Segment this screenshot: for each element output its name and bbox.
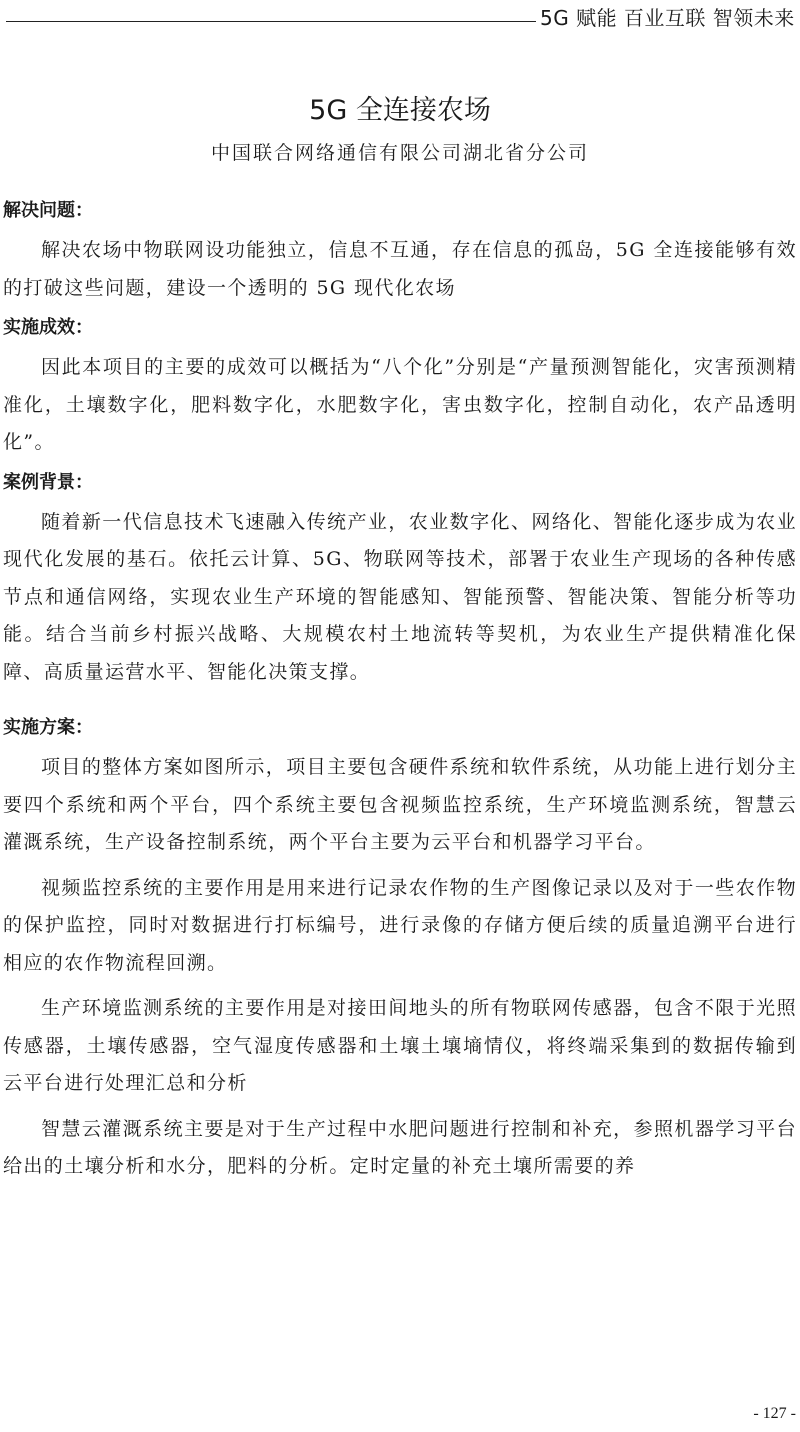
section-results [3, 307, 797, 462]
section-problem [3, 190, 797, 307]
page-number: - 127 - [753, 1405, 796, 1422]
paragraph: 随着新一代信息技术飞速融入传统产业，农业数字化、网络化、智能化逐步成为农业现代化发展的基石。依托云计算、5G、物联网等技术，部署于农业生产现场的各种传感节点和通信网络，实现农业生产环境的智能感知、智能预警、智能决策、智能分析等功能。结合当前乡村振兴战略、大规模农村土地流转等契机，为农业生产提供精准化保障、高质量运营水平、智能化决策支撑。 [3, 510, 797, 683]
section-plan [3, 707, 797, 1186]
paragraph: 生产环境监测系统的主要作用是对接田间地头的所有物联网传感器，包含不限于光照传感器，土壤传感器，空气湿度传感器和土壤土壤墒情仪，将终端采集到的数据传输到云平台进行处理汇总和分析 [3, 997, 797, 1094]
paragraph: 视频监控系统的主要作用是用来进行记录农作物的生产图像记录以及对于一些农作物的保护监控，同时对数据进行打标编号，进行录像的存储方便后续的质量追溯平台进行相应的农作物流程回溯。 [3, 876, 797, 974]
paragraph: 因此本项目的主要的成效可以概括为“八个化”分别是“产量预测智能化，灾害预测精准化，土壤数字化，肥料数字化，水肥数字化，害虫数字化，控制自动化，农产品透明化”。 [3, 356, 797, 453]
paragraph: 项目的整体方案如图所示，项目主要包含硬件系统和软件系统，从功能上进行划分主要四个系统和两个平台，四个系统主要包含视频监控系统，生产环境监测系统，智慧云灌溉系统，生产设备控制系统，两个平台主要为云平台和机器学习平台。 [3, 756, 797, 853]
section-heading: 解决问题： [3, 200, 93, 221]
paragraph: 解决农场中物联网设功能独立，信息不互通，存在信息的孤岛，5G 全连接能够有效的打破这些问题，建设一个透明的 5G 现代化农场 [3, 239, 797, 299]
section-heading: 实施成效： [3, 317, 93, 338]
section-heading: 实施方案： [3, 717, 93, 738]
document-title: 5G 全连接农场 [309, 95, 491, 126]
document-body [3, 190, 797, 1186]
paragraph: 智慧云灌溉系统主要是对于生产过程中水肥问题进行控制和补充，参照机器学习平台给出的土壤分析和水分，肥料的分析。定时定量的补充土壤所需要的养 [3, 1117, 797, 1177]
section-heading: 案例背景： [3, 471, 93, 493]
section-background [3, 462, 797, 692]
document-subtitle: 中国联合网络通信有限公司湖北省分公司 [210, 142, 589, 164]
header-rule [6, 21, 536, 22]
running-header: 5G 赋能 百业互联 智领未来 [540, 6, 795, 30]
